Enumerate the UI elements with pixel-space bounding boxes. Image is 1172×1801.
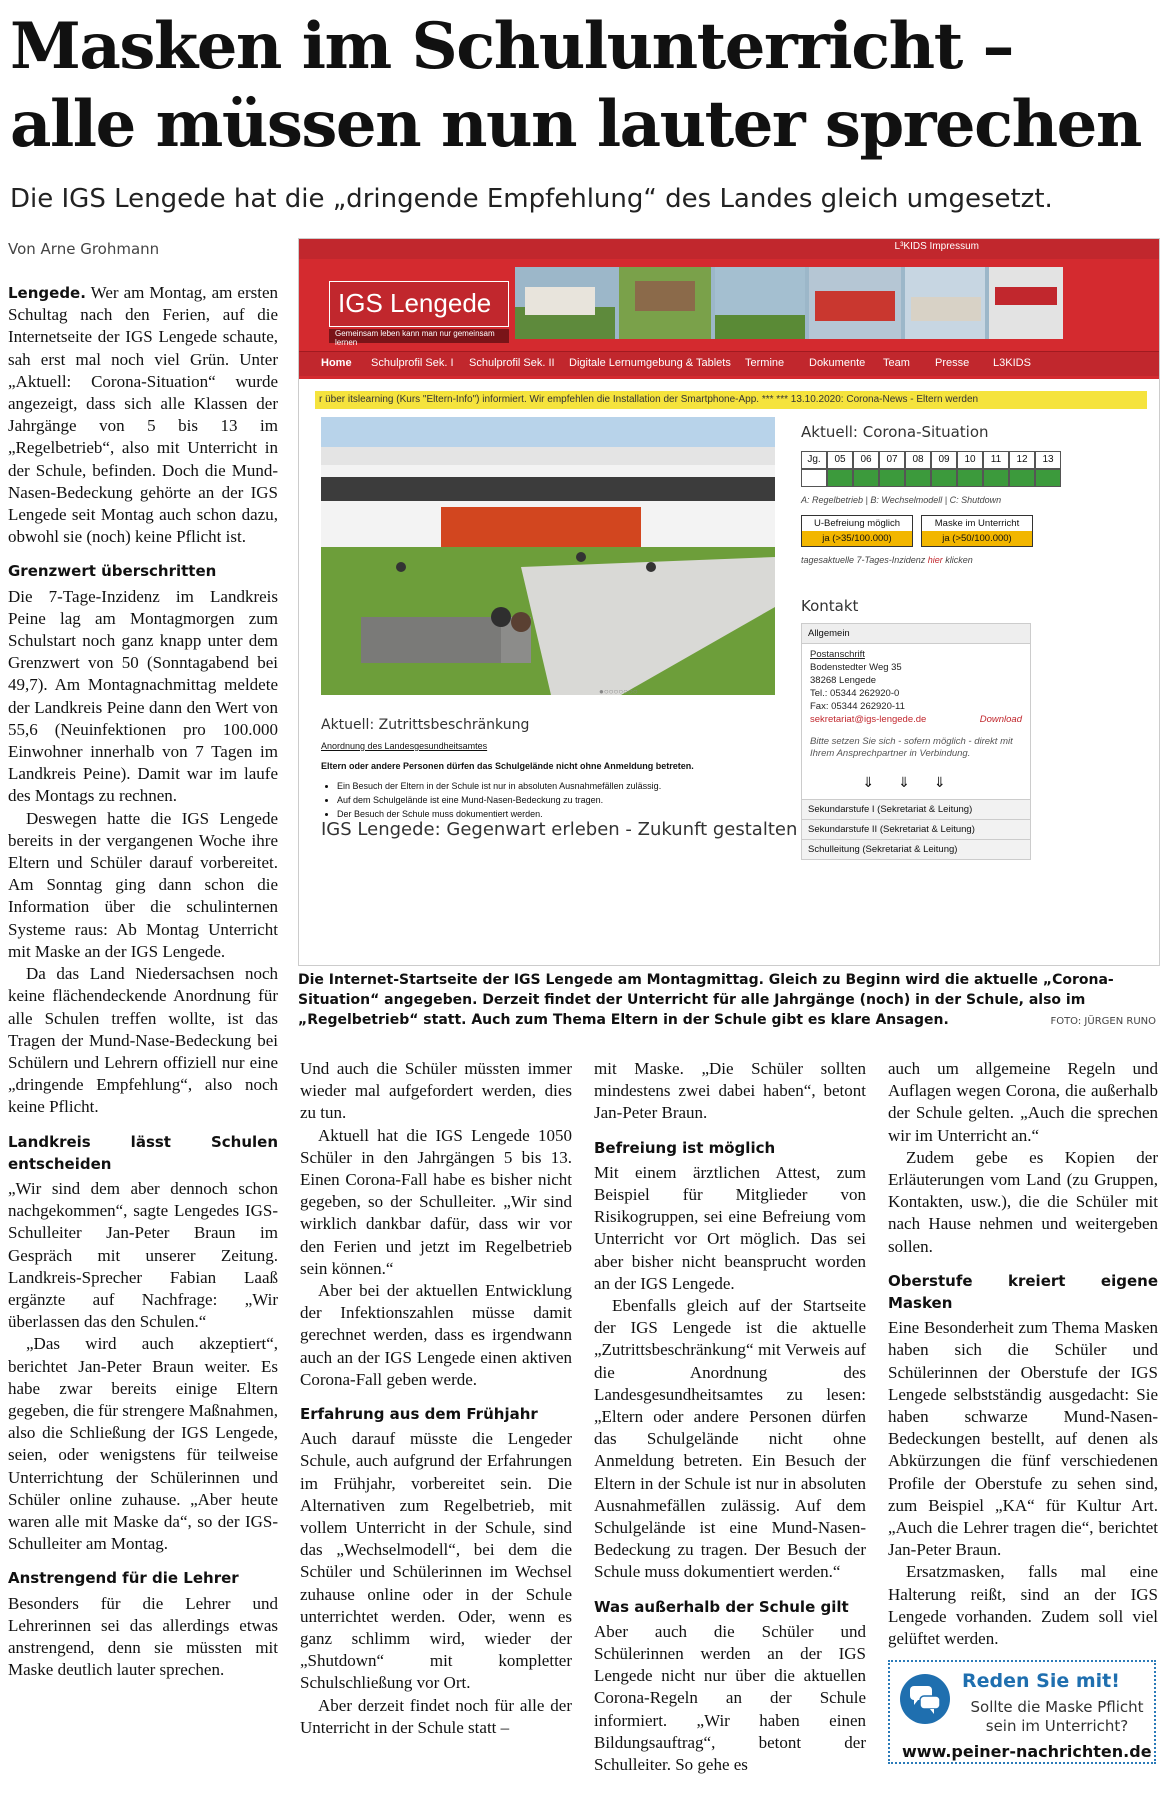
subheadline: Die IGS Lengede hat die „dringende Empfehlung“ des Landes gleich umgesetzt. — [10, 184, 1053, 214]
address-city: 38268 Lengede — [810, 675, 877, 686]
header-photo-strip — [515, 267, 1063, 339]
paragraph: Auch darauf müsste die Lengeder Schule, auch aufgrund der Erfahrungen im Frühjahr, vorbereitet sein. Die Alternativen zum Regelbetrieb, mit vollem Unterricht in der Schule, sind das „Wechselmodell“, bei dem die Schüler und Schülerinnen im Wechsel zuhause online oder in der Schule unterrichtet werden. Oder, wenn es ganz schlimm wird, wieder der „Shutdown“ mit kompletter Schulschließung vor Ort. — [300, 1429, 572, 1693]
status-cell — [801, 469, 827, 487]
nav-item-team[interactable]: Team — [883, 357, 910, 369]
download-link[interactable]: Download — [979, 714, 1022, 725]
website-header — [299, 259, 1159, 379]
subheading: Grenzwert überschritten — [8, 562, 217, 581]
kontakt-row-schulleitung[interactable]: Schulleitung (Sekretariat & Leitung) — [802, 839, 1030, 859]
paragraph: Ersatzmasken, falls mal eine Halterung reißt, sind an der IGS Lengede vorhanden. Zudem soll viel gelüftet werden. — [888, 1562, 1158, 1649]
kontakt-tab-allgemein[interactable]: Allgemein — [802, 624, 1030, 644]
maske-box — [921, 515, 1033, 547]
list-item: • Ein Besuch der Eltern in der Schule ist nur in absoluten Ausnahmefällen zulässig. — [337, 779, 775, 793]
slider-dots[interactable]: ●○○○○○○○ — [599, 687, 638, 696]
inzidenz-link[interactable]: hier — [927, 555, 943, 565]
school-photo — [321, 417, 775, 695]
zutrittsbeschraenkung-section — [321, 717, 775, 821]
nav-item-presse[interactable]: Presse — [935, 357, 970, 369]
fax: Fax: 05344 262920-11 — [810, 701, 905, 712]
paragraph: „Wir sind dem aber dennoch schon nachgekommen“, sagte Lengedes IGS-Schulleiter Jan-Peter Braun im Gespräch mit unserer Zeitung. Landkreis-Sprecher Fabian Laaß ergänzte auf Nachfrage: „Wir überlassen das den Schulen.“ — [8, 1178, 278, 1332]
grid-header-cell: 05 — [827, 451, 853, 469]
headline-line-1: Masken im Schulunterricht – — [10, 9, 1014, 84]
article-column-3 — [594, 1058, 866, 1776]
nav-item-schulprofil-sek2[interactable]: Schulprofil Sek. II — [469, 357, 555, 369]
corona-situation-title: Aktuell: Corona-Situation — [801, 423, 989, 441]
reden-question: Sollte die Maske Pflicht sein im Unterricht? — [970, 1698, 1144, 1735]
paragraph: Mit einem ärztlichen Attest, zum Beispiel für Mitglieder von Risikogruppen, sei eine Befreiung vom Unterricht vor Ort möglich. Das sei aber bisher nicht beansprucht worden an der IGS Lengede. — [594, 1162, 866, 1293]
school-logo: IGS Lengede — [329, 281, 509, 327]
photo-credit: FOTO: JÜRGEN RUNO — [1050, 1016, 1156, 1027]
nav-item-dokumente[interactable]: Dokumente — [809, 357, 866, 369]
paragraph: Die 7-Tage-Inzidenz im Landkreis Peine lag am Montagmorgen zum Schulstart noch ganz knapp unter dem Grenzwert von 50 (Sonntagabend bei 49,7). Am Montagnachmittag meldete der Landkreis Peine dann den Wert von 55,6 (Neuinfektionen pro 100.000 Einwohner innerhalb von 7 Tagen im Landkreis Peine). Damit war im laufe des Montags zu rechnen. — [8, 586, 278, 806]
website-screenshot — [298, 238, 1160, 966]
paragraph: Da das Land Niedersachsen noch keine flächendeckende Anordnung für alle Schulen treffen wollte, ist das Tragen der Mund-Nase-Bedeckung bei Schülern und Lehrern offiziell nur eine „dringende Empfehlung“, also noch keine Pflicht. — [8, 964, 278, 1117]
kontakt-note: Bitte setzen Sie sich - sofern möglich - direkt mit Ihrem Ansprechpartner in Verbindung. — [810, 736, 1013, 759]
paragraph: Aber derzeit findet noch für alle der Unterricht in der Schule statt – — [300, 1695, 572, 1737]
grid-header-cell: 11 — [983, 451, 1009, 469]
status-cell — [983, 469, 1009, 487]
kontakt-row-sek1[interactable]: Sekundarstufe I (Sekretariat & Leitung) — [802, 799, 1030, 819]
grid-header-cell: 12 — [1009, 451, 1035, 469]
jahrgang-grid-header — [801, 451, 1146, 469]
inzidenz-note — [801, 555, 1146, 565]
headline-line-2: alle müssen nun lauter sprechen — [10, 87, 1141, 162]
status-cell — [1009, 469, 1035, 487]
status-boxes — [801, 515, 1146, 547]
school-logo-tagline: Gemeinsam leben kann man nur gemeinsam lernen — [329, 329, 509, 343]
inzidenz-text: tagesaktuelle 7-Tages-Inzidenz — [801, 555, 926, 565]
arrow-down-icons: ⇓⇓⇓ — [862, 774, 970, 790]
list-item: • Der Besuch der Schule muss dokumentiert werden. — [337, 807, 775, 821]
paragraph: Zudem gebe es Kopien der Erläuterungen vom Land (zu Gruppen, Kontakten, usw.), die die Schüler mit nach Hause nehmen und weitergeben sollen. — [888, 1147, 1158, 1256]
status-cell — [931, 469, 957, 487]
inzidenz-text-end: klicken — [945, 555, 973, 565]
grid-header-cell: Jg. — [801, 451, 827, 469]
website-topbar — [299, 239, 1159, 259]
chat-icon — [900, 1674, 950, 1724]
paragraph: Aber auch die Schüler und Schülerinnen werden an der IGS Lengede nicht nur über die aktuellen Corona-Regeln an der Schule informiert. „Wir haben einen Bildungsauftrag“, betont der Schulleiter. So gehe es — [594, 1621, 866, 1775]
befreiung-value: ja (>35/100.000) — [802, 531, 912, 546]
kontakt-row-sek2[interactable]: Sekundarstufe II (Sekretariat & Leitung) — [802, 819, 1030, 839]
website-sidebar — [801, 417, 1146, 860]
jahrgang-status-row — [801, 469, 1146, 487]
dateline: Lengede. — [8, 284, 86, 302]
kontakt-title: Kontakt — [801, 597, 859, 615]
befreiung-label: U-Befreiung möglich — [802, 516, 912, 531]
nav-item-l3kids[interactable]: L3KIDS — [993, 357, 1031, 369]
reden-sie-mit-box — [888, 1660, 1156, 1764]
paragraph: Aktuell hat die IGS Lengede 1050 Schüler in den Jahrgängen 5 bis 13. Einen Corona-Fall habe es bisher nicht gegeben, so der Schulleiter. „Wir sind wirklich dankbar dafür, dass wir vor den Ferien und jetzt im Regelbetrieb sein können.“ — [300, 1125, 572, 1278]
subheading: Was außerhalb der Schule gilt — [594, 1597, 849, 1616]
website-navigation — [299, 351, 1159, 376]
maske-label: Maske im Unterricht — [922, 516, 1032, 531]
status-cell — [957, 469, 983, 487]
nav-item-termine[interactable]: Termine — [745, 357, 785, 369]
kontakt-box — [801, 623, 1031, 860]
nav-item-schulprofil-sek1[interactable]: Schulprofil Sek. I — [371, 357, 454, 369]
nav-item-home[interactable]: Home — [321, 357, 352, 369]
status-cell — [879, 469, 905, 487]
status-cell — [905, 469, 931, 487]
reden-title: Reden Sie mit! — [962, 1670, 1120, 1692]
article-column-2 — [300, 1058, 572, 1739]
paragraph: Aber bei der aktuellen Entwicklung der Infektionszahlen müsse damit gerechnet werden, dass es irgendwann auch an der IGS Lengede einen aktiven Corona-Fall geben werde. — [300, 1281, 572, 1389]
headline — [10, 8, 1160, 164]
kontakt-address — [802, 644, 1030, 730]
email-link[interactable]: sekretariat@igs-lengede.de — [810, 714, 927, 725]
zutritt-link[interactable]: Anordnung des Landesgesundheitsamtes — [321, 741, 488, 751]
grid-header-cell: 06 — [853, 451, 879, 469]
zutritt-title: Aktuell: Zutrittsbeschränkung — [321, 717, 530, 733]
status-legend: A: Regelbetrieb | B: Wechselmodell | C: Shutdown — [801, 495, 1002, 505]
website-top-links: L³KIDS Impressum — [894, 241, 979, 252]
nav-item-digitale-lernumgebung[interactable]: Digitale Lernumgebung & Tablets — [569, 357, 731, 369]
paragraph: Ebenfalls gleich auf der Startseite der IGS Lengede ist die aktuelle „Zutrittsbeschränkung“ mit Verweis auf die Anordnung des Landesgesundheitsamtes zu lesen: „Eltern oder andere Personen dürfen das Schulgelände nicht ohne Anmeldung betreten. Ein Besuch der Eltern in der Schule ist nur in absoluten Ausnahmefällen zulässig. Auf dem Schulgelände ist eine Mund-Nasen-Bedeckung zu tragen. Der Besuch der Schule muss dokumentiert werden.“ — [594, 1296, 866, 1582]
paragraph: Eine Besonderheit zum Thema Masken haben sich die Schüler und Schülerinnen der Oberstufe der IGS Lengede selbstständig ausgedacht: Sie haben schwarze Mund-Nasen-Bedeckungen bestellt, auf denen als Abkürzungen die fünf verschiedenen Profile der Oberstufe zu sehen sind, zum Beispiel „KA“ für Kultur Art. „Auch die Lehrer tragen die“, berichtet Jan-Peter Braun. — [888, 1318, 1158, 1560]
subheading: Oberstufe kreiert eigene Masken — [888, 1271, 1158, 1313]
news-ticker[interactable]: r über itslearning (Kurs "Eltern-Info") informiert. Wir empfehlen die Installation der Smartphone-App. *** *** 13.10.2020: Corona-News - Eltern werden — [315, 391, 1147, 409]
grid-header-cell: 09 — [931, 451, 957, 469]
address-street: Bodenstedter Weg 35 — [810, 662, 902, 673]
article-column-4 — [888, 1058, 1158, 1650]
grid-header-cell: 13 — [1035, 451, 1061, 469]
paragraph: mit Maske. „Die Schüler sollten mindestens zwei dabei haben“, betont Jan-Peter Braun. — [594, 1059, 866, 1123]
grid-header-cell: 07 — [879, 451, 905, 469]
paragraph: Deswegen hatte die IGS Lengede bereits in der vergangenen Woche ihre Eltern und Schüler darauf vorbereitet. Am Sonntag ging dann schon die Information über die schulinternen Systeme raus: Ab Montag Unterricht mit Maske an der IGS Lengede. — [8, 808, 278, 961]
paragraph: Und auch die Schüler müssten immer wieder mal aufgefordert werden, dies zu tun. — [300, 1059, 572, 1123]
status-cell — [827, 469, 853, 487]
status-cell — [853, 469, 879, 487]
paragraph: auch um allgemeine Regeln und Auflagen wegen Corona, die außerhalb der Schule gelten. „Auch die sprechen wir im Unterricht an.“ — [888, 1059, 1158, 1145]
article-column-1 — [8, 282, 278, 1681]
byline: Von Arne Grohmann — [8, 240, 160, 258]
zutritt-list — [321, 779, 775, 821]
phone: Tel.: 05344 262920-0 — [810, 688, 900, 699]
website-main-heading: IGS Lengede: Gegenwart erleben - Zukunft gestalten — [321, 819, 798, 840]
photo-caption: Die Internet-Startseite der IGS Lengede am Montagmittag. Gleich zu Beginn wird die aktuelle „Corona-Situation“ angegeben. Derzeit findet der Unterricht für alle Jahrgänge (noch) in der Schule, also im „Regelbetrieb“ statt. Auch zum Thema Eltern in der Schule gibt es klare Ansagen. — [298, 972, 1114, 1028]
paragraph: „Das wird auch akzeptiert“, berichtet Jan-Peter Braun weiter. Es habe zwar bereits einige Eltern gegeben, die für strengere Maßnahmen, also die Schließung der IGS Lengede, seien, oder wenigstens für teilweise Unterrichtung der Schülerinnen und Schüler online zuhause. „Aber heute waren alle mit Maske da“, so der IGS-Schulleiter am Montag. — [8, 1334, 278, 1554]
grid-header-cell: 10 — [957, 451, 983, 469]
befreiung-box — [801, 515, 913, 547]
subheading: Erfahrung aus dem Frühjahr — [300, 1405, 538, 1424]
postanschrift-label: Postanschrift — [810, 649, 865, 660]
list-item: • Auf dem Schulgelände ist eine Mund-Nasen-Bedeckung zu tragen. — [337, 793, 775, 807]
zutritt-bold: Eltern oder andere Personen dürfen das Schulgelände nicht ohne Anmeldung betreten. — [321, 761, 694, 771]
maske-value: ja (>50/100.000) — [922, 531, 1032, 546]
subheading: Landkreis lässt Schulen entscheiden — [8, 1132, 278, 1173]
grid-header-cell: 08 — [905, 451, 931, 469]
subheading: Befreiung ist möglich — [594, 1138, 776, 1157]
paragraph: Besonders für die Lehrer und Lehrerinnen sei das allerdings etwas anstrengend, denn sie müssten mit Maske deutlich lauter sprechen. — [8, 1593, 278, 1680]
paragraph: Wer am Montag, am ersten Schultag nach den Ferien, auf die Internetseite der IGS Lengede schaute, sah erst mal noch viel Grün. Unter „Aktuell: Corona-Situation“ wurde angezeigt, dass sich alle Klassen der Jahrgänge von 5 bis 13 im „Regelbetrieb“, also mit Unterricht in der Schule, befinden. Doch die Mund-Nasen-Bedeckung gehörte an der IGS Lengede seit Montag auch schon dazu, obwohl sie (noch) keine Pflicht ist. — [8, 283, 278, 547]
reden-url[interactable]: www.peiner-nachrichten.de — [902, 1742, 1152, 1761]
subheading: Anstrengend für die Lehrer — [8, 1569, 239, 1588]
status-cell — [1035, 469, 1061, 487]
